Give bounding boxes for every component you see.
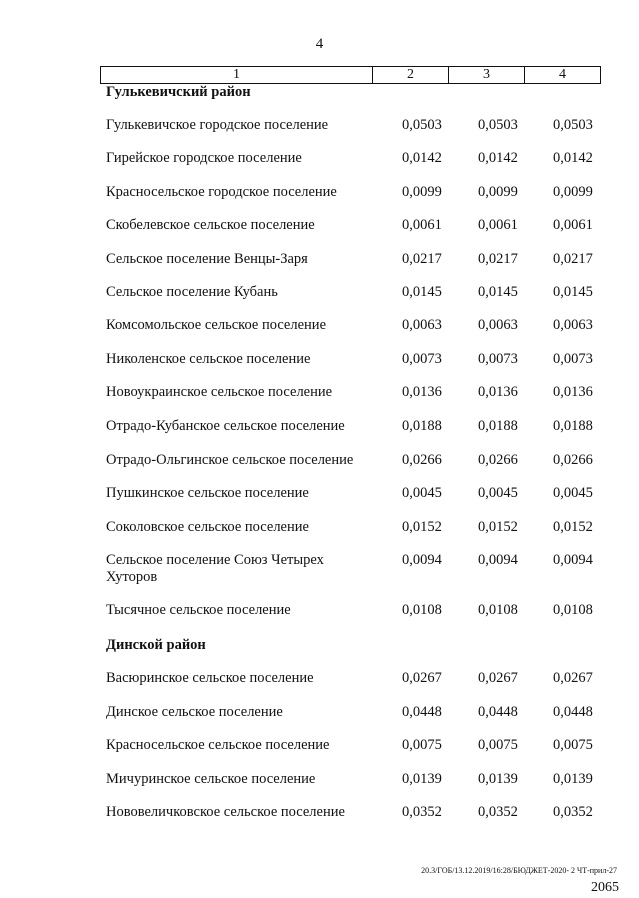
- value-col-2: 0,0217: [402, 251, 442, 267]
- value-col-3: 0,0266: [478, 452, 518, 468]
- settlement-name: Красносельское городское поселение: [106, 184, 337, 200]
- value-col-2: 0,0136: [402, 384, 442, 400]
- settlement-name: Гулькевичское городское поселение: [106, 117, 329, 133]
- value-col-3: 0,0142: [478, 150, 518, 166]
- value-col-2: 0,0145: [402, 284, 442, 300]
- value-col-3: 0,0094: [478, 552, 518, 568]
- value-col-4: 0,0217: [553, 251, 593, 267]
- value-col-2: 0,0142: [402, 150, 442, 166]
- value-col-3: 0,0099: [478, 184, 518, 200]
- value-col-4: 0,0266: [553, 452, 593, 468]
- value-col-2: 0,0061: [402, 217, 442, 233]
- value-col-3: 0,0145: [478, 284, 518, 300]
- value-col-2: 0,0063: [402, 317, 442, 333]
- settlement-name: Мичуринское сельское поселение: [106, 771, 316, 787]
- value-col-4: 0,0267: [553, 670, 593, 686]
- header-col-1: 1: [101, 67, 373, 83]
- value-col-2: 0,0075: [402, 737, 442, 753]
- settlement-name: Динское сельское поселение: [106, 704, 283, 720]
- settlement-name: Скобелевское сельское поселение: [106, 217, 315, 233]
- document-code: 20.3/ГОБ/13.12.2019/16:28/БЮДЖЕТ-2020- 2 ЧТ-прил-27: [421, 866, 617, 875]
- value-col-4: 0,0108: [553, 602, 593, 618]
- table-header: [100, 66, 601, 84]
- value-col-4: 0,0503: [553, 117, 593, 133]
- value-col-4: 0,0142: [553, 150, 593, 166]
- value-col-2: 0,0266: [402, 452, 442, 468]
- settlement-name: Пушкинское сельское поселение: [106, 485, 309, 501]
- value-col-4: 0,0139: [553, 771, 593, 787]
- value-col-2: 0,0108: [402, 602, 442, 618]
- value-col-3: 0,0073: [478, 351, 518, 367]
- settlement-name: Отрадо-Кубанское сельское поселение: [106, 418, 345, 434]
- value-col-2: 0,0099: [402, 184, 442, 200]
- value-col-4: 0,0145: [553, 284, 593, 300]
- settlement-name: Гирейское городское поселение: [106, 150, 302, 166]
- value-col-3: 0,0267: [478, 670, 518, 686]
- value-col-3: 0,0063: [478, 317, 518, 333]
- settlement-name: Комсомольское сельское поселение: [106, 317, 326, 333]
- settlement-name: Соколовское сельское поселение: [106, 519, 309, 535]
- value-col-4: 0,0448: [553, 704, 593, 720]
- value-col-4: 0,0352: [553, 804, 593, 820]
- settlement-name: Новоукраинское сельское поселение: [106, 384, 333, 400]
- value-col-2: 0,0094: [402, 552, 442, 568]
- settlement-name: Николенское сельское поселение: [106, 351, 311, 367]
- value-col-3: 0,0448: [478, 704, 518, 720]
- settlement-name: Сельское поселение Кубань: [106, 284, 278, 300]
- sheet-number: 2065: [591, 880, 619, 895]
- settlement-name: Васюринское сельское поселение: [106, 670, 314, 686]
- value-col-4: 0,0188: [553, 418, 593, 434]
- value-col-3: 0,0108: [478, 602, 518, 618]
- value-col-2: 0,0139: [402, 771, 442, 787]
- settlement-name: Сельское поселение Союз Четырех Хуторов: [106, 552, 324, 585]
- value-col-3: 0,0075: [478, 737, 518, 753]
- settlement-name: Отрадо-Ольгинское сельское поселение: [106, 452, 354, 468]
- value-col-3: 0,0136: [478, 384, 518, 400]
- header-col-3: 3: [449, 67, 525, 83]
- value-col-2: 0,0152: [402, 519, 442, 535]
- value-col-4: 0,0094: [553, 552, 593, 568]
- value-col-2: 0,0188: [402, 418, 442, 434]
- district-title: Динской район: [106, 637, 206, 653]
- value-col-4: 0,0152: [553, 519, 593, 535]
- value-col-3: 0,0503: [478, 117, 518, 133]
- settlement-name: Красносельское сельское поселение: [106, 737, 330, 753]
- value-col-2: 0,0503: [402, 117, 442, 133]
- header-col-4: 4: [559, 67, 566, 82]
- value-col-4: 0,0075: [553, 737, 593, 753]
- settlement-name: Тысячное сельское поселение: [106, 602, 291, 618]
- value-col-3: 0,0152: [478, 519, 518, 535]
- value-col-3: 0,0139: [478, 771, 518, 787]
- value-col-2: 0,0352: [402, 804, 442, 820]
- value-col-4: 0,0045: [553, 485, 593, 501]
- value-col-4: 0,0061: [553, 217, 593, 233]
- value-col-3: 0,0352: [478, 804, 518, 820]
- value-col-3: 0,0217: [478, 251, 518, 267]
- value-col-3: 0,0045: [478, 485, 518, 501]
- value-col-4: 0,0099: [553, 184, 593, 200]
- settlement-name: Нововеличковское сельское поселение: [106, 804, 345, 820]
- value-col-2: 0,0448: [402, 704, 442, 720]
- value-col-2: 0,0073: [402, 351, 442, 367]
- value-col-3: 0,0188: [478, 418, 518, 434]
- value-col-4: 0,0063: [553, 317, 593, 333]
- value-col-2: 0,0045: [402, 485, 442, 501]
- value-col-4: 0,0073: [553, 351, 593, 367]
- district-title: Гулькевичский район: [106, 84, 251, 100]
- settlement-name: Сельское поселение Венцы-Заря: [106, 251, 308, 267]
- value-col-4: 0,0136: [553, 384, 593, 400]
- value-col-2: 0,0267: [402, 670, 442, 686]
- page-number: 4: [315, 36, 324, 52]
- header-col-2: 2: [373, 67, 449, 83]
- value-col-3: 0,0061: [478, 217, 518, 233]
